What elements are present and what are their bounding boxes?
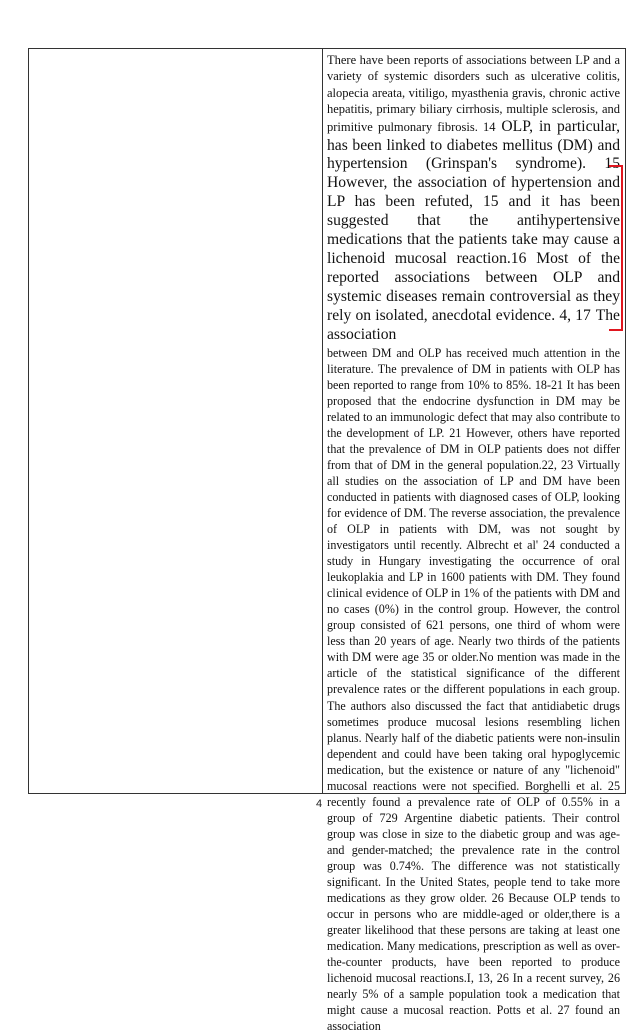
body-text bbox=[327, 52, 620, 345]
red-highlight-bracket bbox=[609, 165, 623, 331]
paragraph-bottom: between DM and OLP has received much attention in the literature. The prevalence of DM in patients with OLP has been reported to range from 10% to 85%. 18-21 It has been proposed that the endocrine dysfunction in DM may be related to an immunologic defect that may also contribute to the development of LP. 21 However, others have reported that the prevalence of DM in OLP patients does not differ from that of DM in the general population.22, 23 Virtually all studies on the association of LP and DM have been conducted in patients with diagnosed cases of OLP, looking for evidence of DM. The reverse association, the prevalence of OLP in patients with DM, was not sought by investigators until recently. Albrecht et al' 24 conducted a study in Hungary investigating the occurrence of oral leukoplakia and LP in 1600 patients with DM. They found clinical evidence of OLP in 1% of the patients with DM and no cases (0%) in the control group. However, the control group consisted of 621 persons, one third of whom were less than 20 years of age. Nearly two thirds of the patients with DM were age 35 or older.No mention was made in the article of the statistical significance of the different prevalence rates or the different populations in each group. The authors also discussed the fact that antidiabetic drugs sometimes produce mucosal lesions resembling lichen planus. Nearly half of the diabetic patients were non-insulin dependent and could have been taking oral hypoglycemic medication, but the existence or nature of any "lichenoid" mucosal reactions were not specified. Borghelli et al. 25 recently found a prevalence rate of OLP of 0.55% in a group of 729 Argentine diabetic patients. Their control group was close in size to the diabetic group and was age- and gender-matched; the prevalence rate in the control group was 0.74%. The difference was not statistically significant. In the United States, people tend to take more medications as they grow older. 26 Because OLP tends to occur in persons who are middle-aged or older,there is a greater likelihood that these persons are taking at least one medication. Many medications, prescription as well as over-the-counter products, have been reported to produce lichenoid mucosal reactions.I, 13, 26 In a recent survey, 26 nearly 5% of a sample population took a medication that might cause a mucosal reaction. Potts et al. 27 found an association bbox=[327, 345, 620, 1034]
page-number: 4 bbox=[315, 798, 323, 810]
highlighted-tail: The association bbox=[327, 306, 620, 343]
document-table bbox=[28, 48, 626, 1034]
text-column bbox=[323, 49, 625, 1034]
empty-left-column bbox=[29, 49, 323, 793]
highlighted-passage: OLP, in particular, has been linked to diabetes mellitus (DM) and hypertension (Grinspan's syndrome). 15 However, the association of hypertension and LP has been refuted, 15 and it has been suggested that the antihypertensive medications that the patients take may cause a lichenoid mucosal reaction.16 Most of the reported associations between OLP and systemic diseases remain controversial as they rely on isolated, anecdotal evidence. 4, 17 bbox=[327, 117, 621, 324]
paragraph-top: There have been reports of associations between LP and a variety of systemic disorders such as ulcerative colitis, alopecia areata, vitiligo, myasthenia gravis, chronic active hepatitis, primary biliary cirrhosis, multiple sclerosis, and primitive pulmonary fibrosis. 14 bbox=[327, 53, 620, 134]
